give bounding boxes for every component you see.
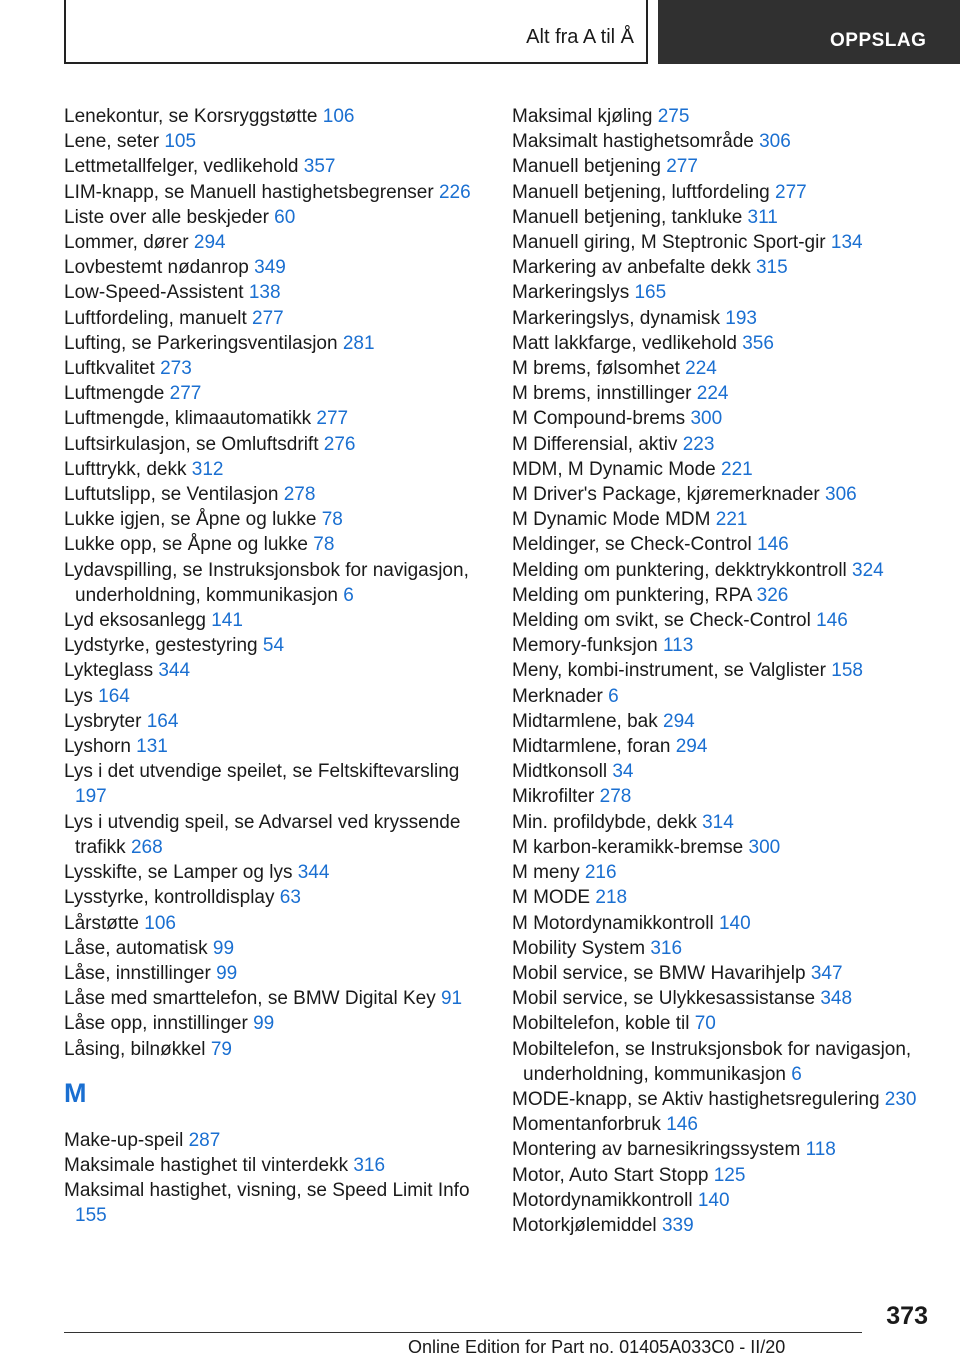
page-number: 373: [886, 1302, 928, 1330]
index-term: Montering av barnesikringssystem: [512, 1139, 801, 1161]
index-entry: [64, 1153, 484, 1178]
index-entry: [64, 1037, 484, 1062]
page-link[interactable]: 277: [316, 408, 349, 430]
page-link[interactable]: 224: [696, 383, 729, 405]
index-term: Mikrofilter: [512, 786, 595, 808]
index-term: Midtarmlene, foran: [512, 736, 671, 758]
index-entry: [64, 734, 484, 759]
index-term: M Differensial, aktiv: [512, 433, 678, 455]
page-link[interactable]: 273: [160, 358, 192, 380]
header-section-tab: [658, 0, 960, 64]
page-link[interactable]: 226: [438, 181, 471, 203]
index-term: Midtkonsoll: [512, 761, 608, 783]
index-entry: [512, 608, 932, 633]
index-term: Motor, Auto Start Stopp: [512, 1164, 709, 1186]
index-term: Maksimal kjøling: [512, 106, 653, 127]
index-entry: [512, 104, 932, 129]
index-term: Lufting, se Parkeringsventilasjon: [64, 332, 338, 354]
page-link[interactable]: 34: [612, 761, 634, 783]
index-term: Merknader: [512, 685, 603, 707]
page-link[interactable]: 155: [75, 1205, 107, 1227]
index-term: Mobil service, se Ulykkesassistanse: [512, 988, 816, 1010]
index-entry: [64, 507, 484, 532]
index-entry: [512, 154, 932, 179]
index-entry: [64, 306, 484, 331]
index-term: Meldinger, se Check-Control: [512, 534, 752, 556]
page-link[interactable]: 314: [702, 811, 734, 833]
index-entry: [512, 406, 932, 431]
index-entry: [512, 658, 932, 683]
index-term: MDM, M Dynamic Mode: [512, 458, 716, 480]
index-term: Manuell betjening, luftfordeling: [512, 181, 770, 203]
index-entry: [64, 255, 484, 280]
page-link[interactable]: 221: [715, 509, 748, 531]
page-link[interactable]: 125: [713, 1164, 746, 1186]
page-link[interactable]: 60: [274, 206, 296, 228]
index-entry: [64, 104, 484, 129]
index-entry: [64, 457, 484, 482]
index-term: Lydstyrke, gestestyring: [64, 635, 258, 657]
footer-edition: Online Edition for Part no. 01405A033C0 - II/20: [408, 1337, 786, 1357]
index-term: Maksimale hastighet til vinterdekk: [64, 1154, 349, 1176]
header-title-box: [64, 0, 648, 64]
page-link[interactable]: 300: [690, 408, 723, 430]
index-entry: [64, 129, 484, 154]
index-term: M Driver's Package, kjøremerknader: [512, 484, 820, 506]
page-link[interactable]: 91: [440, 988, 463, 1010]
index-entry: [512, 205, 932, 230]
index-entry: [512, 230, 932, 255]
index-entry: [512, 1213, 932, 1238]
index-entry: [512, 1163, 932, 1188]
index-entry: [512, 255, 932, 280]
page-link[interactable]: 105: [164, 131, 197, 153]
page-link[interactable]: 277: [666, 156, 698, 178]
index-entry: [64, 1128, 484, 1153]
index-entry: [64, 684, 484, 709]
page-link[interactable]: 216: [584, 862, 617, 884]
index-entry: [512, 986, 932, 1011]
page-link[interactable]: 223: [682, 433, 715, 455]
page-link[interactable]: 164: [146, 710, 179, 732]
index-term: Manuell giring, M Steptronic Sport-gir: [512, 232, 826, 254]
index-term: Luftfordeling, manuelt: [64, 307, 247, 329]
index-term: Markeringslys: [512, 282, 630, 304]
page-link[interactable]: 99: [212, 937, 235, 959]
index-term: Motorkjølemiddel: [512, 1214, 657, 1236]
page-link[interactable]: 146: [666, 1114, 698, 1136]
index-term: Matt lakkfarge, vedlikehold: [512, 332, 737, 354]
page-link[interactable]: 78: [313, 534, 335, 556]
page-link[interactable]: 277: [252, 307, 284, 329]
index-term: Lys i det utvendige speilet, se Feltskiftevarsling: [64, 761, 460, 783]
index-term: Manuell betjening: [512, 156, 661, 178]
index-entry: [64, 986, 484, 1011]
index-term: M brems, følsomhet: [512, 358, 680, 380]
index-term: Memory-funksjon: [512, 635, 658, 657]
index-term: Lenekontur, se Korsryggstøtte: [64, 106, 318, 127]
page-link[interactable]: 106: [322, 106, 355, 127]
index-entry: [512, 1112, 932, 1137]
index-term: Lene, seter: [64, 131, 160, 153]
page-link[interactable]: 141: [211, 610, 243, 632]
index-term: Manuell betjening, tankluke: [512, 206, 743, 228]
index-entry: [64, 205, 484, 230]
index-term: Meny, kombi-instrument, se Valglister: [512, 660, 826, 682]
index-term: Lys: [64, 685, 93, 707]
index-entry: [512, 885, 932, 910]
index-entry: [64, 356, 484, 381]
page-link[interactable]: 326: [756, 584, 789, 606]
index-entry: [64, 406, 484, 431]
index-term: Lyd eksosanlegg: [64, 610, 206, 632]
page-link[interactable]: 70: [694, 1013, 716, 1035]
page-link[interactable]: 106: [144, 912, 176, 934]
index-column-left: [64, 104, 484, 1229]
index-term: Markering av anbefalte dekk: [512, 257, 751, 279]
index-entry: [64, 331, 484, 356]
index-term: Maksimal hastighet, visning, se Speed Limit Info: [64, 1180, 470, 1202]
index-entry: [512, 482, 932, 507]
index-term: M brems, innstillinger: [512, 383, 692, 405]
page-link[interactable]: 278: [283, 484, 316, 506]
index-entry: [64, 961, 484, 986]
index-entry: [512, 734, 932, 759]
page-link[interactable]: 276: [323, 433, 356, 455]
index-entry: [64, 558, 484, 608]
page-link[interactable]: 165: [634, 282, 667, 304]
page-link[interactable]: 99: [253, 1013, 275, 1035]
index-term: Lys i utvendig speil, se Advarsel ved kryssende trafikk: [64, 811, 461, 858]
index-entry: [512, 432, 932, 457]
index-entry: [512, 936, 932, 961]
index-entry: [512, 1137, 932, 1162]
page-link[interactable]: 138: [248, 282, 281, 304]
index-term: Luftsirkulasjon, se Omluftsdrift: [64, 433, 319, 455]
index-entry: [512, 1087, 932, 1112]
index-entry: [64, 180, 484, 205]
page-link[interactable]: 277: [169, 383, 202, 405]
page-link[interactable]: 356: [742, 332, 774, 354]
page-link[interactable]: 140: [697, 1189, 730, 1211]
page-link[interactable]: 99: [216, 962, 238, 984]
index-entry: [64, 860, 484, 885]
index-term: Lukke opp, se Åpne og lukke: [64, 534, 309, 556]
index-entry: [64, 658, 484, 683]
index-entry: [512, 835, 932, 860]
index-term: Mobiltelefon, koble til: [512, 1013, 690, 1035]
page-link[interactable]: 224: [685, 358, 717, 380]
page-link[interactable]: 324: [852, 559, 884, 581]
index-entry: [512, 356, 932, 381]
index-entry: [512, 633, 932, 658]
index-term: Lommer, dører: [64, 232, 189, 254]
index-term: Lysskifte, se Lamper og lys: [64, 862, 293, 884]
index-entry: [64, 759, 484, 809]
index-entry: [64, 154, 484, 179]
page-link[interactable]: 348: [820, 988, 853, 1010]
index-term: Liste over alle beskjeder: [64, 206, 269, 228]
page-link[interactable]: 158: [831, 660, 863, 682]
index-term: Lysbryter: [64, 710, 142, 732]
index-entry: [512, 684, 932, 709]
page-link[interactable]: 294: [675, 736, 708, 758]
index-entry: [512, 280, 932, 305]
index-entry: [512, 759, 932, 784]
index-entry: [64, 911, 484, 936]
page-link[interactable]: 6: [791, 1063, 802, 1085]
index-term: Lydavspilling, se Instruksjonsbok for navigasjon, underholdning, kommunikasjon: [64, 559, 469, 606]
index-entry: [512, 306, 932, 331]
index-term: MODE-knapp, se Aktiv hastighetsregulering: [512, 1088, 880, 1110]
index-entry: [64, 280, 484, 305]
index-term: LIM-knapp, se Manuell hastighetsbegrenser: [64, 181, 434, 203]
index-term: Mobility System: [512, 937, 646, 959]
page-link[interactable]: 79: [210, 1038, 232, 1060]
index-entry: [512, 532, 932, 557]
index-column-right: [512, 104, 932, 1238]
page-link[interactable]: 281: [342, 332, 375, 354]
page-link[interactable]: 221: [721, 458, 753, 480]
page-link[interactable]: 347: [810, 962, 843, 984]
page-link[interactable]: 230: [884, 1088, 917, 1110]
index-term: M meny: [512, 862, 580, 884]
index-entry: [512, 784, 932, 809]
index-term: Min. profildybde, dekk: [512, 811, 697, 833]
page-link[interactable]: 118: [805, 1139, 836, 1161]
page-link[interactable]: 193: [725, 307, 757, 329]
index-entry: [64, 1011, 484, 1036]
page-link[interactable]: 316: [650, 937, 683, 959]
page-link[interactable]: 78: [321, 509, 343, 531]
index-term: Midtarmlene, bak: [512, 710, 658, 732]
page-link[interactable]: 300: [748, 836, 781, 858]
index-term: Låse, innstillinger: [64, 962, 211, 984]
page-link[interactable]: 6: [608, 685, 619, 707]
page-link[interactable]: 357: [303, 156, 336, 178]
index-term: Low-Speed-Assistent: [64, 282, 244, 304]
page-link[interactable]: 294: [193, 232, 226, 254]
index-term: Lykteglass: [64, 660, 154, 682]
index-entry: [512, 381, 932, 406]
index-entry: [512, 180, 932, 205]
index-entry: [512, 558, 932, 583]
page-link[interactable]: 268: [130, 836, 163, 858]
index-entry: [64, 633, 484, 658]
index-entry: [512, 507, 932, 532]
index-term: Luftmengde: [64, 383, 165, 405]
page-link[interactable]: 131: [136, 736, 168, 758]
section-letter: M: [64, 1077, 87, 1108]
index-term: Lettmetallfelger, vedlikehold: [64, 156, 299, 178]
index-entry: [512, 810, 932, 835]
page-link[interactable]: 344: [297, 862, 330, 884]
page-link[interactable]: 306: [759, 131, 791, 153]
index-entry: [512, 129, 932, 154]
page-link[interactable]: 164: [98, 685, 130, 707]
footer-divider: [64, 1332, 862, 1333]
index-term: Motordynamikkontroll: [512, 1189, 693, 1211]
index-term: Melding om svikt, se Check-Control: [512, 610, 811, 632]
page-link[interactable]: 277: [775, 181, 807, 203]
index-term: M MODE: [512, 887, 591, 909]
index-term: Lyshorn: [64, 736, 131, 758]
index-term: Låse med smarttelefon, se BMW Digital Key: [64, 988, 436, 1010]
index-term: Låse, automatisk: [64, 937, 208, 959]
index-entry: [512, 583, 932, 608]
page-link[interactable]: 54: [262, 635, 285, 657]
index-entry: [64, 482, 484, 507]
page-link[interactable]: 312: [191, 458, 224, 480]
page-link[interactable]: 146: [816, 610, 848, 632]
header-title: Alt fra A til Å: [526, 26, 634, 48]
index-term: Luftutslipp, se Ventilasjon: [64, 484, 279, 506]
index-entry: [512, 457, 932, 482]
page-link[interactable]: 315: [755, 257, 788, 279]
page-link[interactable]: 306: [825, 484, 857, 506]
index-term: M Compound-brems: [512, 408, 686, 430]
index-term: M karbon-keramikk-bremse: [512, 836, 744, 858]
index-term: Mobil service, se BMW Havarihjelp: [512, 962, 806, 984]
index-entry: [512, 331, 932, 356]
index-entry: [512, 1188, 932, 1213]
index-entry: [64, 532, 484, 557]
index-term: Låsing, bilnøkkel: [64, 1038, 206, 1060]
index-term: Momentanforbruk: [512, 1114, 661, 1136]
page-link[interactable]: 316: [353, 1154, 386, 1176]
page-link[interactable]: 113: [663, 635, 694, 657]
index-term: Lårstøtte: [64, 912, 139, 934]
index-term: Lufttrykk, dekk: [64, 458, 187, 480]
index-term: Mobiltelefon, se Instruksjonsbok for navigasjon, underholdning, kommunikasjon: [512, 1038, 912, 1085]
index-term: Lukke igjen, se Åpne og lukke: [64, 509, 317, 531]
index-term: Markeringslys, dynamisk: [512, 307, 720, 329]
page-link[interactable]: 197: [75, 786, 107, 808]
index-entry: [64, 1178, 484, 1228]
index-entry: [512, 709, 932, 734]
page-link[interactable]: 339: [661, 1214, 694, 1236]
page-link[interactable]: 63: [279, 887, 301, 909]
index-entry: [64, 608, 484, 633]
index-entry: [64, 381, 484, 406]
index-entry: [64, 936, 484, 961]
index-term: Make-up-speil: [64, 1129, 184, 1151]
index-entry: [512, 860, 932, 885]
index-entry: [64, 230, 484, 255]
index-term: Melding om punktering, dekktrykkontroll: [512, 559, 847, 581]
index-term: Lysstyrke, kontrolldisplay: [64, 887, 275, 909]
index-term: M Motordynamikkontroll: [512, 912, 714, 934]
index-entry: [64, 432, 484, 457]
index-term: Luftkvalitet: [64, 358, 155, 380]
index-term: Lovbestemt nødanrop: [64, 257, 249, 279]
page-link[interactable]: 134: [830, 232, 863, 254]
page-link[interactable]: 218: [595, 887, 628, 909]
index-entry: [512, 1037, 932, 1087]
page-link[interactable]: 140: [718, 912, 751, 934]
page-link[interactable]: 146: [757, 534, 789, 556]
index-term: Låse opp, innstillinger: [64, 1013, 248, 1035]
index-term: M Dynamic Mode MDM: [512, 509, 711, 531]
page-link[interactable]: 294: [663, 710, 695, 732]
index-entry: [64, 885, 484, 910]
header-section-label: OPPSLAG: [830, 30, 927, 51]
page-link[interactable]: 344: [158, 660, 191, 682]
page-link[interactable]: 311: [747, 206, 778, 228]
index-entry: [512, 1011, 932, 1036]
index-term: Melding om punktering, RPA: [512, 584, 752, 606]
page-link[interactable]: 6: [343, 584, 354, 606]
page-link[interactable]: 278: [599, 786, 632, 808]
page-link[interactable]: 349: [254, 257, 286, 279]
index-entry: [64, 709, 484, 734]
index-entry: [512, 911, 932, 936]
index-entry: [512, 961, 932, 986]
index-term: Maksimalt hastighetsområde: [512, 131, 754, 153]
index-term: Luftmengde, klimaautomatikk: [64, 408, 312, 430]
page-link[interactable]: 287: [188, 1129, 221, 1151]
page-link[interactable]: 275: [657, 106, 690, 127]
index-entry: [64, 810, 484, 860]
